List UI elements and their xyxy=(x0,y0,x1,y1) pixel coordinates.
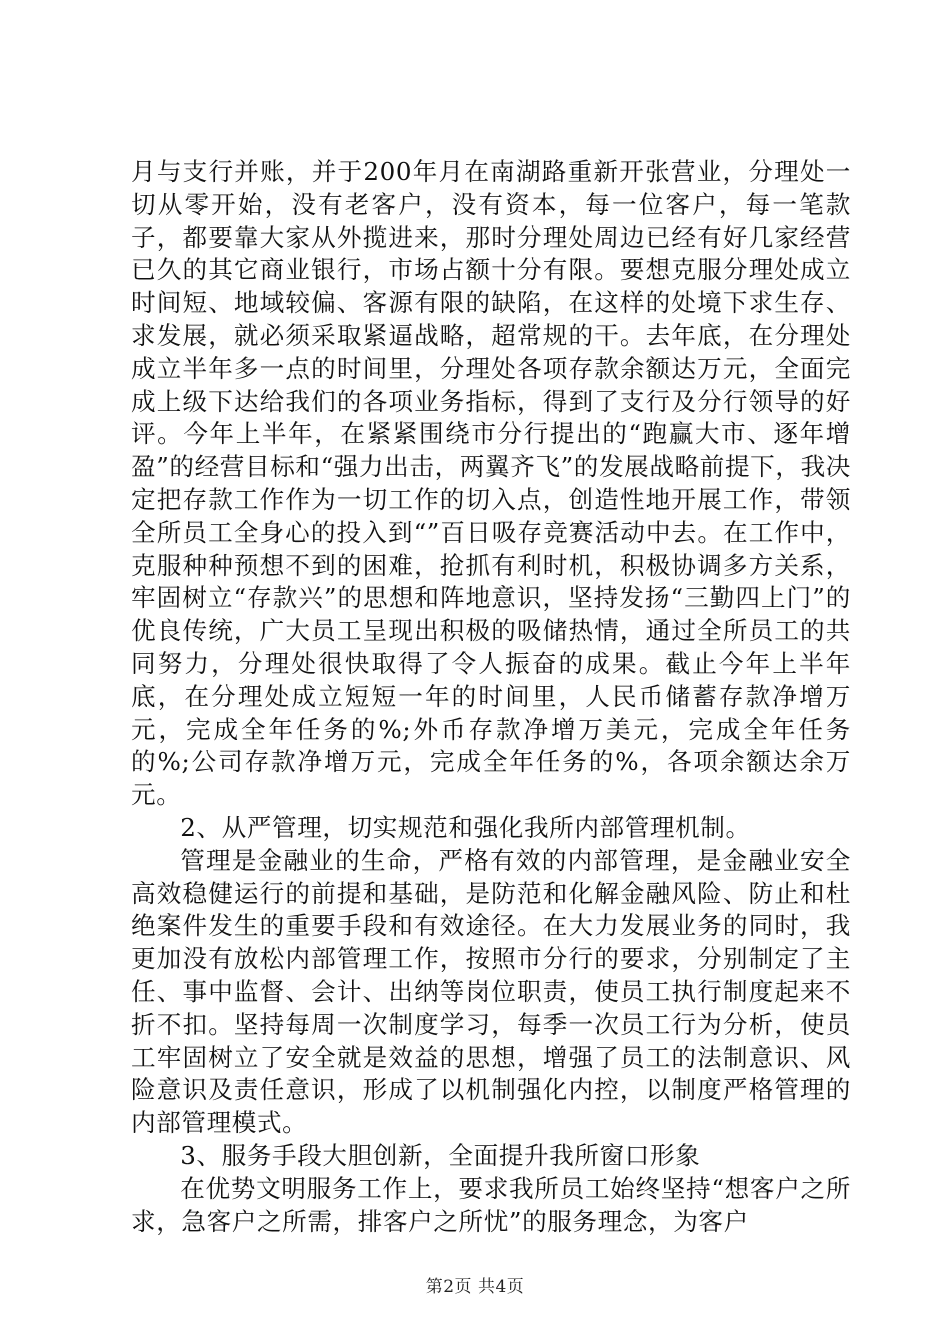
paragraph-service-innovation: 在优势文明服务工作上，要求我所员工始终坚持“想客户之所求，急客户之所需，排客户之所忧”的服务理念，为客户 xyxy=(131,1173,851,1236)
heading-internal-management: 2、从严管理，切实规范和强化我所内部管理机制。 xyxy=(180,812,751,842)
page-number-footer: 第2页 共4页 xyxy=(425,1277,525,1297)
document-body xyxy=(131,156,851,1238)
paragraph-deposit-growth: 月与支行并账，并于200年月在南湖路重新开张营业，分理处一切从零开始，没有老客户，没有资本，每一位客户，每一笔款子，都要靠大家从外揽进来，那时分理处周边已经有好几家经营已久的其它商业银行，市场占额十分有限。要想克服分理处成立时间短、地域较偏、客源有限的缺陷，在这样的处境下求生存、求发展，就必须采取紧逼战略，超常规的干。去年底，在分理处成立半年多一点的时间里，分理处各项存款余额达万元，全面完成上级下达给我们的各项业务指标，得到了支行及分行领导的好评。今年上半年，在紧紧围绕市分行提出的“跑赢大市、逐年增盈”的经营目标和“强力出击，两翼齐飞”的发展战略前提下，我决定把存款工作作为一切工作的切入点，创造性地开展工作，带领全所员工全身心的投入到“”百日吸存竞赛活动中去。在工作中，克服种种预想不到的困难，抢抓有利时机，积极协调多方关系，牢固树立“存款兴”的思想和阵地意识，坚持发扬“三勤四上门”的优良传统，广大员工呈现出积极的吸储热情，通过全所员工的共同努力，分理处很快取得了令人振奋的成果。截止今年上半年底，在分理处成立短短一年的时间里，人民币储蓄存款净增万元，完成全年任务的%;外币存款净增万美元，完成全年任务的%;公司存款净增万元，完成全年任务的%，各项余额达余万元。 xyxy=(131,157,851,810)
heading-service-innovation: 3、服务手段大胆创新，全面提升我所窗口形象 xyxy=(180,1140,701,1170)
paragraph-internal-management: 管理是金融业的生命，严格有效的内部管理，是金融业安全高效稳健运行的前提和基础，是防范和化解金融风险、防止和杜绝案件发生的重要手段和有效途径。在大力发展业务的同时，我更加没有放松内部管理工作，按照市分行的要求，分别制定了主任、事中监督、会计、出纳等岗位职责，使员工执行制度起来不折不扣。坚持每周一次制度学习，每季一次员工行为分析，使员工牢固树立了安全就是效益的思想，增强了员工的法制意识、风险意识及责任意识，形成了以机制强化内控，以制度严格管理的内部管理模式。 xyxy=(131,845,851,1138)
